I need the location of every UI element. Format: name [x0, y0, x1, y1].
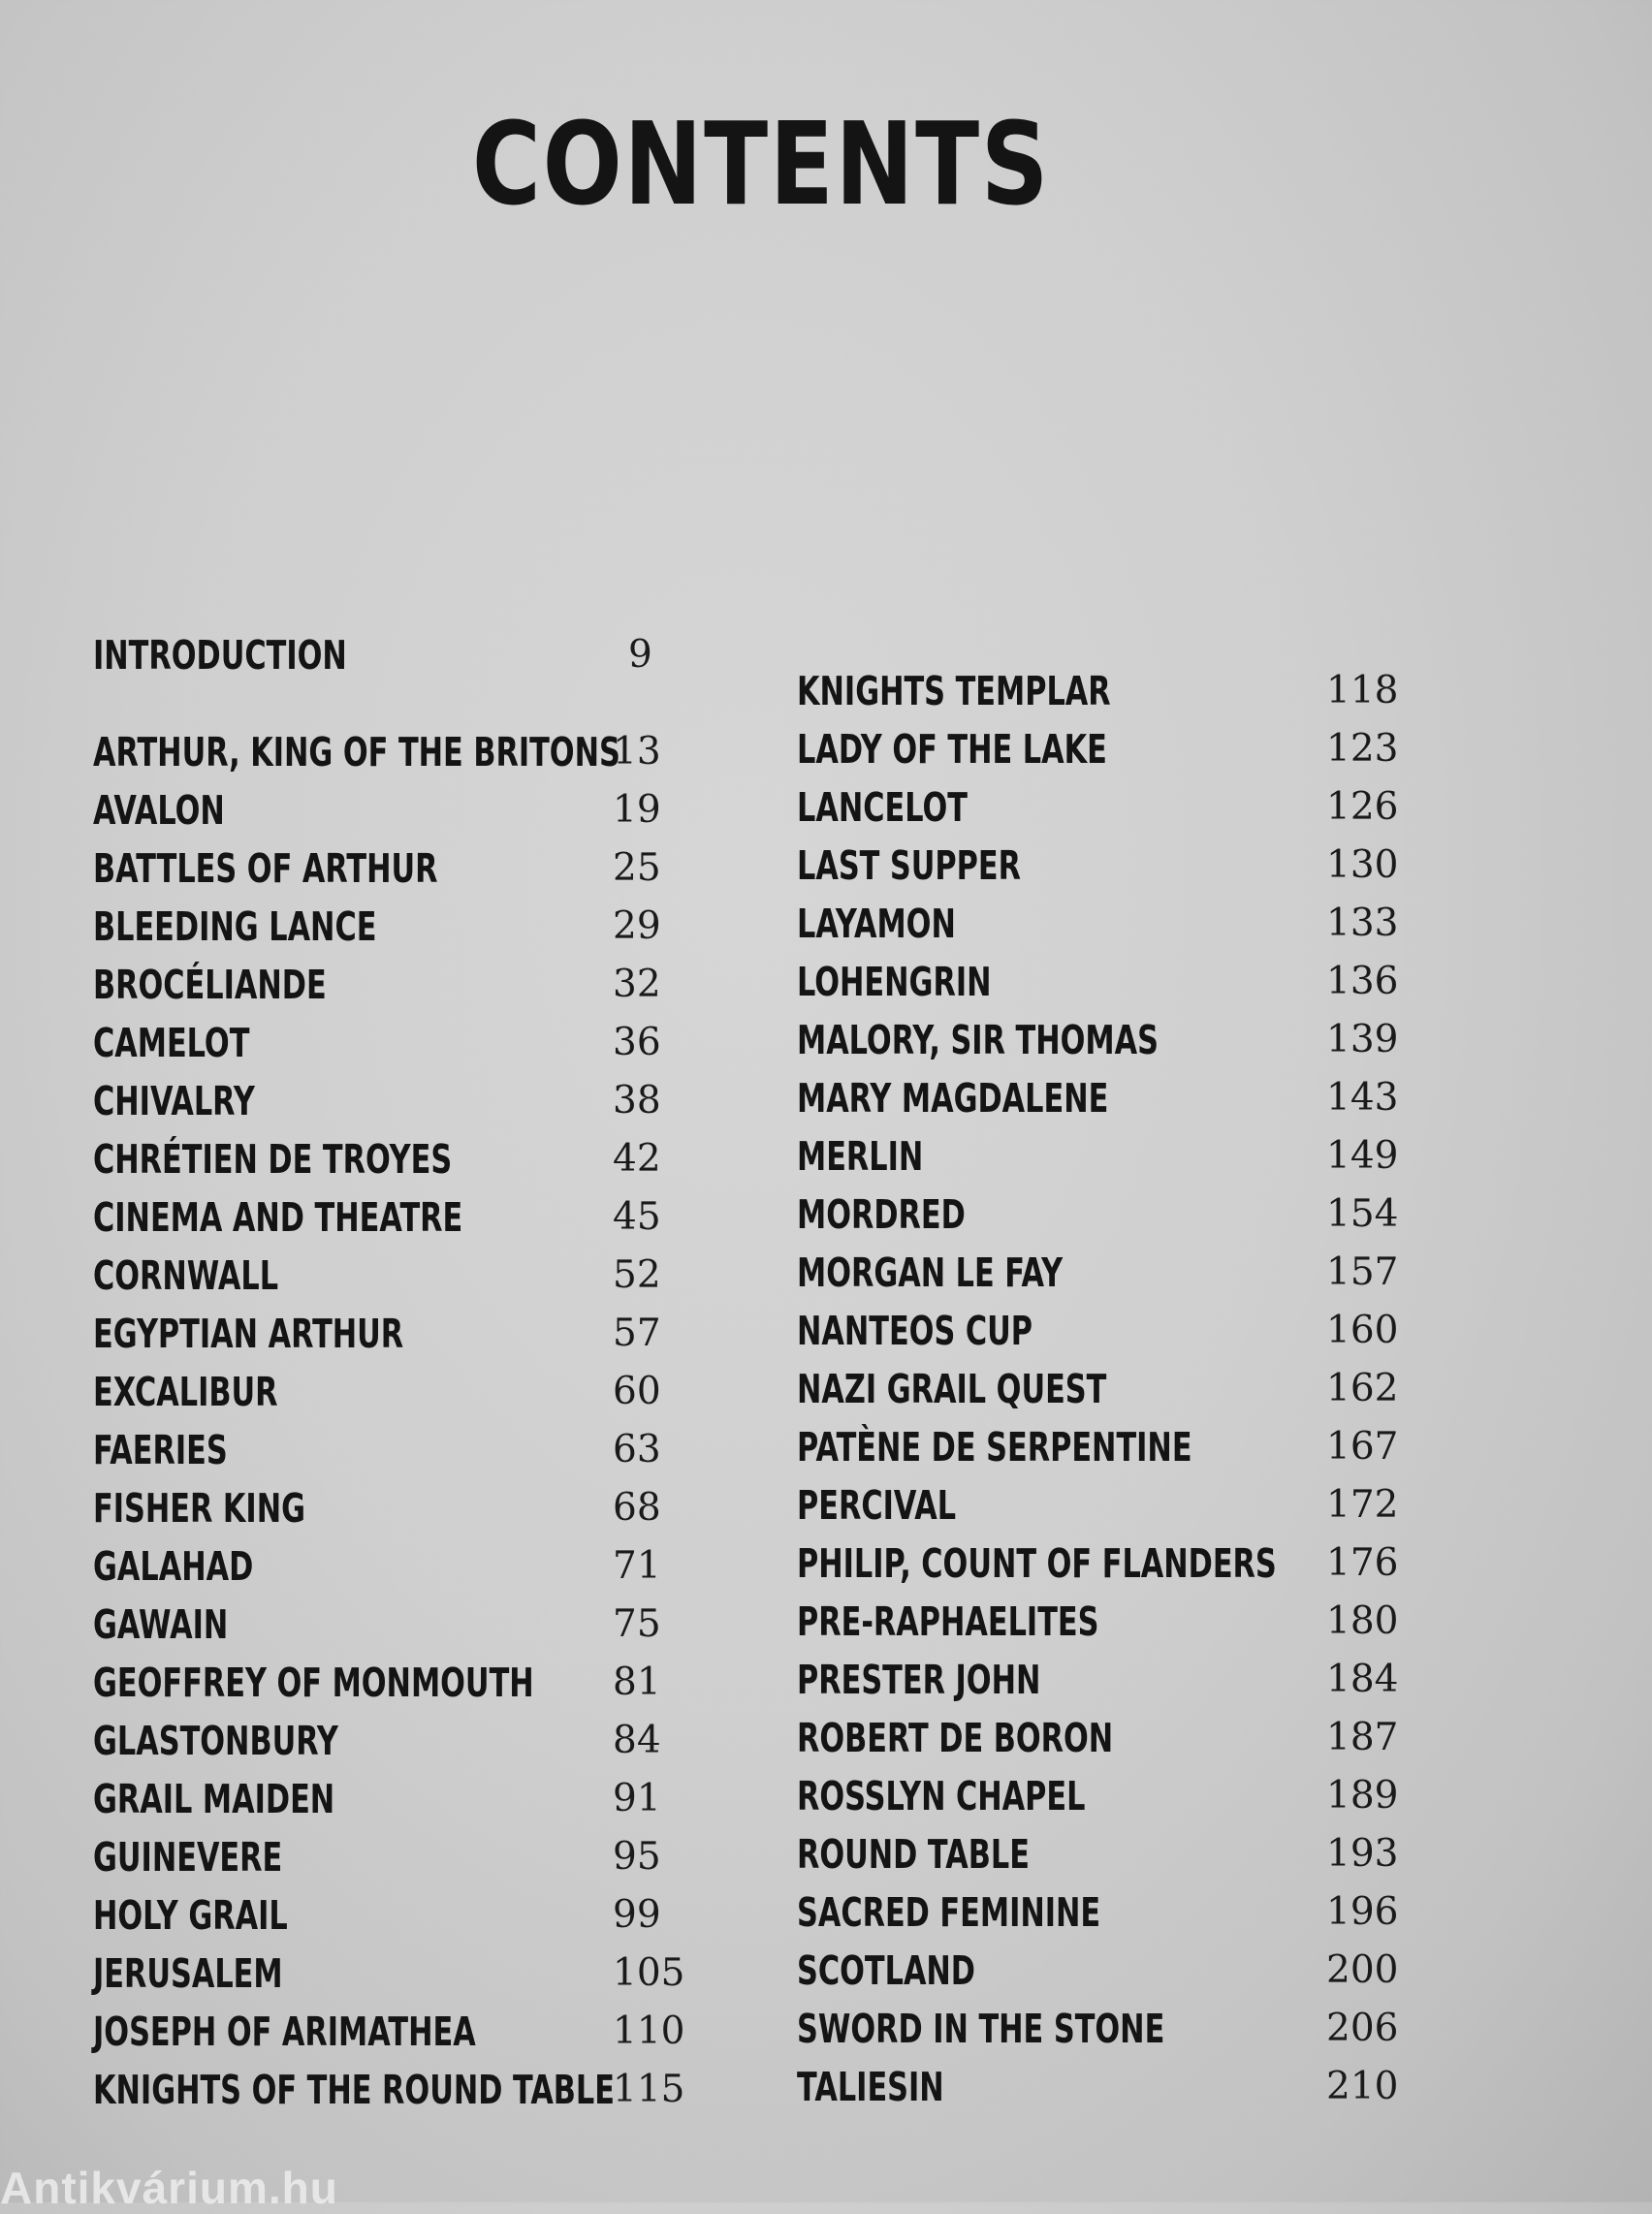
toc-entry[interactable]	[93, 1714, 694, 1768]
toc-entry[interactable]	[797, 955, 1437, 1009]
toc-entry-page: 118	[1326, 669, 1399, 712]
toc-entry[interactable]	[93, 1307, 694, 1361]
toc-entry[interactable]	[797, 1129, 1437, 1184]
toc-entry-title: CAMELOT	[93, 1020, 250, 1066]
toc-entry-page: 9	[628, 633, 652, 677]
toc-entry[interactable]	[93, 1481, 694, 1535]
toc-entry-title: JERUSALEM	[93, 1950, 283, 1997]
toc-entry-title: ROSSLYN CHAPEL	[797, 1773, 1086, 1819]
toc-entry[interactable]	[93, 2063, 694, 2117]
toc-entry-title: GALAHAD	[93, 1543, 254, 1590]
toc-entry-page: 32	[613, 963, 661, 1006]
toc-entry-page: 45	[613, 1195, 661, 1239]
toc-entry-page: 176	[1326, 1541, 1399, 1585]
toc-entry-page: 130	[1326, 843, 1399, 887]
toc-entry-title: FAERIES	[93, 1427, 228, 1473]
toc-entry-page: 25	[613, 846, 661, 890]
toc-entry-title: CORNWALL	[93, 1252, 279, 1299]
toc-entry-page: 167	[1326, 1425, 1399, 1469]
toc-entry-page: 157	[1326, 1250, 1399, 1294]
toc-entry[interactable]	[797, 1304, 1437, 1358]
toc-entry-page: 29	[613, 904, 661, 948]
toc-entry[interactable]	[797, 1653, 1437, 1707]
toc-entry-page: 193	[1326, 1832, 1399, 1876]
toc-entry[interactable]	[93, 958, 694, 1012]
toc-entry[interactable]	[93, 628, 694, 682]
toc-entry-title: ARTHUR, KING OF THE BRITONS	[93, 729, 620, 775]
toc-entry-page: 63	[613, 1428, 661, 1471]
toc-entry-page: 123	[1326, 727, 1399, 771]
toc-entry-title: TALIESIN	[797, 2064, 944, 2110]
toc-entry-page: 172	[1326, 1483, 1399, 1527]
toc-entry-title: EXCALIBUR	[93, 1369, 278, 1415]
toc-entry[interactable]	[93, 1365, 694, 1419]
toc-entry-page: 42	[613, 1137, 661, 1181]
toc-entry-title: GRAIL MAIDEN	[93, 1776, 335, 1822]
toc-entry[interactable]	[797, 1420, 1437, 1474]
toc-entry[interactable]	[93, 1249, 694, 1303]
toc-entry[interactable]	[93, 1946, 694, 2001]
toc-entry-title: GLASTONBURY	[93, 1718, 338, 1764]
toc-entry-title: JOSEPH OF ARIMATHEA	[93, 2008, 476, 2055]
toc-entry[interactable]	[797, 897, 1437, 951]
toc-entry-title: FISHER KING	[93, 1485, 306, 1532]
toc-entry[interactable]	[797, 2060, 1437, 2114]
toc-entry[interactable]	[797, 2002, 1437, 2056]
toc-entry[interactable]	[93, 783, 694, 838]
toc-entry-page: 184	[1326, 1658, 1399, 1701]
toc-entry[interactable]	[93, 2005, 694, 2059]
toc-entry-page: 115	[613, 2068, 685, 2111]
toc-entry-page: 133	[1326, 901, 1399, 945]
toc-entry[interactable]	[797, 1536, 1437, 1591]
toc-entry-title: BATTLES OF ARTHUR	[93, 845, 438, 892]
toc-entry-page: 19	[613, 788, 661, 832]
toc-entry-title: PRE-RAPHAELITES	[797, 1598, 1099, 1645]
toc-entry-title: ROBERT DE BORON	[797, 1715, 1114, 1761]
toc-entry-page: 105	[613, 1951, 685, 1995]
toc-entry-page: 95	[613, 1835, 661, 1879]
toc-entry-page: 71	[613, 1544, 661, 1588]
toc-entry[interactable]	[797, 1478, 1437, 1533]
toc-entry-page: 154	[1326, 1192, 1399, 1236]
toc-entry-title: INTRODUCTION	[93, 632, 347, 679]
toc-entry-title: KNIGHTS OF THE ROUND TABLE	[93, 2067, 615, 2113]
toc-entry-title: ROUND TABLE	[797, 1831, 1030, 1878]
toc-entry-title: BROCÉLIANDE	[93, 962, 327, 1008]
toc-entry[interactable]	[93, 1190, 694, 1245]
toc-entry-title: EGYPTIAN ARTHUR	[93, 1311, 404, 1357]
toc-entry-title: BLEEDING LANCE	[93, 903, 377, 950]
toc-entry[interactable]	[797, 1827, 1437, 1882]
toc-entry[interactable]	[797, 1711, 1437, 1765]
toc-entry[interactable]	[93, 1132, 694, 1186]
toc-entry-title: MERLIN	[797, 1133, 924, 1180]
toc-entry[interactable]	[797, 1362, 1437, 1416]
toc-entry-title: SACRED FEMININE	[797, 1889, 1101, 1936]
toc-entry-page: 60	[613, 1370, 661, 1413]
toc-entry[interactable]	[93, 1772, 694, 1826]
toc-entry-page: 13	[613, 730, 661, 774]
toc-entry-title: PERCIVAL	[797, 1482, 957, 1529]
toc-entry-page: 196	[1326, 1890, 1399, 1934]
toc-entry[interactable]	[797, 1885, 1437, 1940]
toc-entry-page: 200	[1326, 1948, 1399, 1992]
toc-entry[interactable]	[797, 722, 1437, 776]
toc-entry-title: LADY OF THE LAKE	[797, 726, 1107, 773]
toc-entry-page: 99	[613, 1893, 661, 1937]
toc-entry-title: SCOTLAND	[797, 1947, 976, 1994]
toc-entry[interactable]	[93, 1423, 694, 1477]
toc-entry-title: CINEMA AND THEATRE	[93, 1194, 463, 1241]
toc-entry-title: LAYAMON	[797, 901, 956, 947]
toc-entry[interactable]	[797, 1595, 1437, 1649]
toc-entry[interactable]	[797, 838, 1437, 893]
toc-entry[interactable]	[93, 841, 694, 896]
watermark: Antikvárium.hu	[0, 2163, 338, 2213]
toc-entry-page: 160	[1326, 1309, 1399, 1352]
toc-entry-page: 180	[1326, 1599, 1399, 1643]
toc-entry-title: CHRÉTIEN DE TROYES	[93, 1136, 453, 1183]
toc-entry-page: 126	[1326, 785, 1399, 829]
toc-entry-title: SWORD IN THE STONE	[797, 2006, 1165, 2052]
toc-entry-page: 38	[613, 1079, 661, 1123]
toc-entry[interactable]	[93, 1539, 694, 1594]
toc-entry-title: NAZI GRAIL QUEST	[797, 1366, 1107, 1412]
toc-entry-title: MORDRED	[797, 1191, 966, 1238]
page-title: CONTENTS	[471, 97, 1051, 231]
toc-entry-title: GEOFFREY OF MONMOUTH	[93, 1660, 534, 1706]
toc-entry-page: 84	[613, 1719, 661, 1762]
toc-entry[interactable]	[93, 1016, 694, 1070]
toc-entry-title: LAST SUPPER	[797, 842, 1021, 889]
toc-entry[interactable]	[797, 1013, 1437, 1067]
toc-entry-page: 68	[613, 1486, 661, 1530]
toc-entry-title: CHIVALRY	[93, 1078, 255, 1124]
toc-entry-page: 210	[1326, 2065, 1399, 2108]
toc-entry[interactable]	[93, 900, 694, 954]
toc-entry[interactable]	[93, 1830, 694, 1884]
toc-entry-title: HOLY GRAIL	[93, 1892, 288, 1939]
toc-entry-title: NANTEOS CUP	[797, 1308, 1033, 1354]
toc-entry-title: KNIGHTS TEMPLAR	[797, 668, 1111, 714]
toc-entry-page: 162	[1326, 1367, 1399, 1410]
toc-entry-page: 75	[613, 1602, 661, 1646]
toc-entry[interactable]	[93, 1656, 694, 1710]
toc-entry[interactable]	[797, 1769, 1437, 1823]
toc-entry-title: PHILIP, COUNT OF FLANDERS	[797, 1540, 1277, 1587]
toc-entry[interactable]	[797, 1246, 1437, 1300]
toc-entry[interactable]	[797, 1071, 1437, 1125]
toc-entry-page: 110	[613, 2009, 685, 2053]
toc-entry-page: 143	[1326, 1076, 1399, 1120]
toc-entry-page: 91	[613, 1777, 661, 1820]
toc-entry[interactable]	[93, 1597, 694, 1652]
toc-entry-page: 149	[1326, 1134, 1399, 1178]
toc-entry-page: 187	[1326, 1716, 1399, 1759]
toc-entry-title: LANCELOT	[797, 784, 968, 831]
toc-entry[interactable]	[797, 1944, 1437, 1998]
toc-entry-title: MORGAN LE FAY	[797, 1249, 1064, 1296]
toc-entry-page: 136	[1326, 960, 1399, 1003]
toc-entry-title: GAWAIN	[93, 1601, 229, 1648]
toc-entry-page: 139	[1326, 1018, 1399, 1061]
toc-entry-title: PRESTER JOHN	[797, 1657, 1041, 1703]
toc-entry-title: MALORY, SIR THOMAS	[797, 1017, 1159, 1063]
toc-entry-page: 81	[613, 1660, 661, 1704]
toc-entry[interactable]	[93, 1888, 694, 1943]
toc-entry[interactable]	[797, 1187, 1437, 1242]
toc-entry[interactable]	[93, 725, 694, 779]
toc-entry-title: MARY MAGDALENE	[797, 1075, 1109, 1122]
toc-entry[interactable]	[93, 1074, 694, 1128]
toc-entry[interactable]	[797, 780, 1437, 835]
toc-entry-title: LOHENGRIN	[797, 959, 992, 1005]
toc-entry-page: 36	[613, 1021, 661, 1064]
toc-entry-title: AVALON	[93, 787, 225, 834]
toc-entry-title: GUINEVERE	[93, 1834, 283, 1881]
toc-entry-page: 52	[613, 1253, 661, 1297]
toc-entry-page: 206	[1326, 2007, 1399, 2050]
toc-entry-title: PATÈNE DE SERPENTINE	[797, 1424, 1192, 1471]
toc-entry-page: 57	[613, 1312, 661, 1355]
toc-entry-page: 189	[1326, 1774, 1399, 1818]
toc-entry[interactable]	[797, 664, 1437, 718]
